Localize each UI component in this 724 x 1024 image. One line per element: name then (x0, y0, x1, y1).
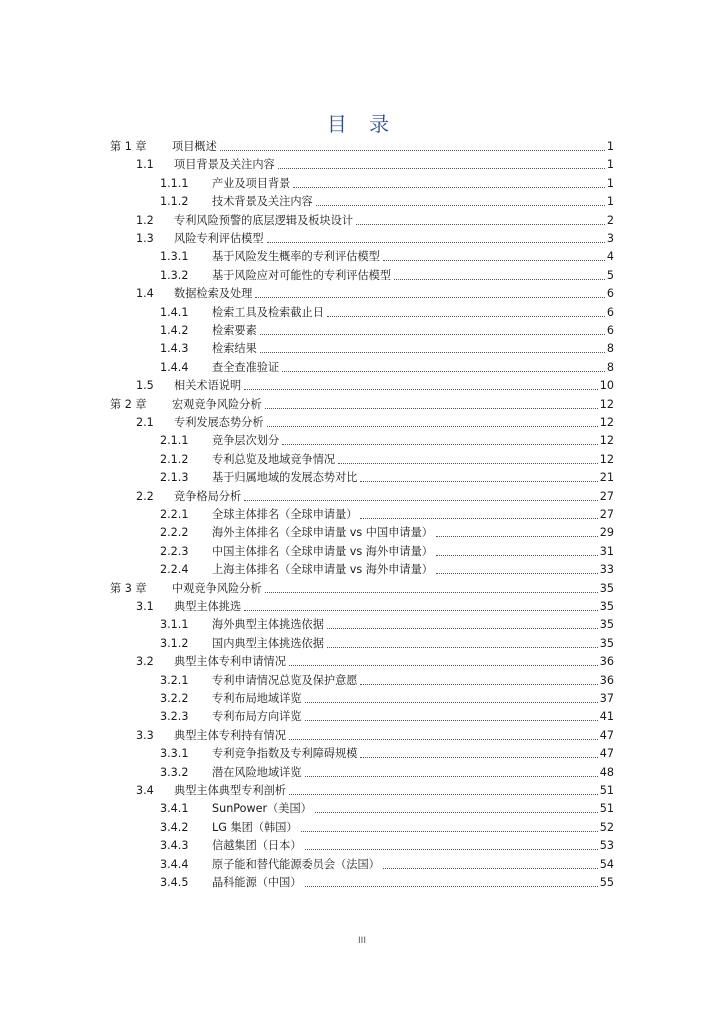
toc-entry-page: 53 (599, 839, 614, 853)
toc-entry-number: 2.1.1 (160, 434, 189, 448)
toc-entry-title: 基于归属地域的发展态势对比 (212, 471, 358, 485)
dot-leader (267, 417, 598, 427)
toc-entry-number: 3.1.1 (160, 618, 189, 632)
dot-leader (360, 509, 597, 519)
toc-entry-page: 35 (599, 636, 614, 650)
toc-entry-number: 2.2.3 (160, 544, 189, 558)
dot-leader (436, 546, 598, 556)
toc-entry[interactable] (160, 800, 614, 816)
dot-leader (383, 251, 605, 261)
toc-entry-page: 51 (599, 784, 614, 797)
toc-entry-title: 检索结果 (212, 342, 257, 356)
toc-entry-title: 检索要素 (212, 324, 257, 337)
dot-leader (436, 564, 598, 574)
toc-entry-page: 3 (606, 232, 614, 245)
toc-entry-number: 2.2.1 (160, 508, 189, 521)
toc-entry-number: 3.4.2 (160, 820, 189, 834)
toc-entry-title: 产业及项目背景 (212, 176, 291, 190)
toc-entry-page: 1 (606, 176, 614, 190)
dot-leader (289, 730, 598, 740)
toc-entry-title: 典型主体典型专利剖析 (174, 784, 286, 797)
toc-entry[interactable] (160, 248, 614, 264)
toc-entry-title: 典型主体专利申请情况 (174, 655, 286, 669)
toc-entry-page: 6 (606, 324, 614, 337)
toc-entry-number: 3.3.2 (160, 765, 189, 779)
toc-entry-number: 1.1 (136, 158, 154, 172)
toc-entry-number: 1.3.1 (160, 250, 189, 264)
toc-entry-title: 海外主体排名（全球申请量 vs 中国申请量） (212, 526, 433, 540)
toc-entry-page: 47 (599, 747, 614, 761)
toc-entry[interactable] (136, 285, 614, 301)
toc-entry-page: 35 (599, 600, 614, 613)
toc-entry-title: 专利竞争指数及专利障碍规模 (212, 747, 358, 761)
toc-entry-number: 2.1.3 (160, 471, 189, 485)
toc-entry-title: 海外典型主体挑选依据 (212, 618, 324, 632)
dot-leader (260, 325, 605, 335)
toc-entry-title: 全球主体排名（全球申请量） (212, 508, 358, 521)
toc-entry-title: 专利申请情况总览及保护意愿 (212, 673, 358, 687)
dot-leader (327, 307, 605, 317)
toc-entry-number: 1.4.2 (160, 324, 189, 337)
dot-leader (255, 288, 605, 298)
toc-entry-title: 专利风险预警的底层逻辑及板块设计 (174, 213, 354, 227)
toc-entry[interactable] (136, 377, 614, 393)
toc-entry-page: 41 (599, 710, 614, 724)
toc-entry-number: 第 2 章 (110, 397, 147, 411)
toc-entry-title: 查全查准验证 (212, 360, 280, 374)
toc-entry-title: 国内典型主体挑选依据 (212, 636, 324, 650)
toc-entry[interactable] (160, 451, 614, 467)
toc-entry-number: 2.2.4 (160, 563, 189, 577)
toc-entry-number: 3.4 (136, 784, 154, 797)
page-number-footer: III (358, 936, 366, 946)
toc-entry[interactable] (160, 469, 614, 485)
toc-entry-number: 1.1.2 (160, 195, 189, 209)
toc-entry[interactable] (160, 359, 614, 375)
toc-entry-page: 27 (599, 508, 614, 521)
toc-entry-title: 专利发展态势分析 (174, 416, 264, 429)
toc-entry-page: 6 (606, 305, 614, 319)
dot-leader (301, 822, 598, 832)
toc-entry[interactable] (160, 561, 614, 577)
toc-entry-page: 35 (599, 581, 614, 595)
toc-entry-title: 专利总览及地域竞争情况 (212, 452, 336, 466)
toc-entry[interactable] (160, 543, 614, 559)
toc-entry[interactable] (110, 138, 614, 154)
dot-leader (282, 435, 598, 445)
toc-entry[interactable] (160, 690, 614, 706)
toc-entry-number: 1.3 (136, 232, 154, 245)
dot-leader (356, 215, 605, 225)
toc-entry-page: 2 (606, 213, 614, 227)
toc-entry-page: 1 (606, 195, 614, 209)
toc-entry-title: 检索工具及检索截止日 (212, 305, 324, 319)
dot-leader (244, 491, 598, 501)
toc-entry[interactable] (136, 598, 614, 614)
toc-entry[interactable] (160, 874, 614, 890)
toc-entry-page: 36 (599, 655, 614, 669)
toc-entry-title: 典型主体专利持有情况 (174, 728, 286, 742)
toc-entry-title: 基于风险应对可能性的专利评估模型 (212, 268, 392, 282)
toc-entry-number: 1.1.1 (160, 176, 189, 190)
dot-leader (305, 693, 598, 703)
dot-leader (305, 840, 598, 850)
toc-entry-page: 54 (599, 857, 614, 871)
toc-entry-title: 专利布局方向详览 (212, 710, 302, 724)
dot-leader (282, 362, 605, 372)
toc-entry[interactable] (136, 727, 614, 743)
toc-entry-number: 1.3.2 (160, 268, 189, 282)
toc-entry[interactable] (160, 672, 614, 688)
toc-entry-number: 3.4.3 (160, 839, 189, 853)
toc-entry[interactable] (160, 506, 614, 522)
toc-entry-page: 8 (606, 360, 614, 374)
toc-entry-number: 1.4.4 (160, 360, 189, 374)
dot-leader (260, 343, 605, 353)
toc-entry-number: 第 3 章 (110, 581, 147, 595)
toc-entry[interactable] (160, 837, 614, 853)
toc-entry-title: 数据检索及处理 (174, 287, 253, 301)
toc-entry-page: 48 (599, 765, 614, 779)
toc-entry-page: 29 (599, 526, 614, 540)
toc-entry-number: 3.1.2 (160, 636, 189, 650)
toc-entry-page: 21 (599, 471, 614, 485)
toc-entry-number: 3.3 (136, 728, 154, 742)
dot-leader (305, 877, 598, 887)
toc-entry[interactable] (160, 322, 614, 338)
toc-entry-title: 信越集团（日本） (212, 839, 302, 853)
toc-entry-title: 项目背景及关注内容 (174, 158, 275, 172)
toc-entry-page: 8 (606, 342, 614, 356)
toc-entry-page: 31 (599, 544, 614, 558)
toc-entry[interactable] (110, 580, 614, 596)
toc-entry[interactable] (136, 212, 614, 228)
toc-entry[interactable] (160, 819, 614, 835)
toc-entry-number: 1.4.3 (160, 342, 189, 356)
toc-entry-title: 中国主体排名（全球申请量 vs 海外申请量） (212, 544, 433, 558)
toc-entry-page: 12 (599, 416, 614, 429)
toc-entry-number: 3.4.1 (160, 802, 189, 816)
dot-leader (244, 380, 598, 390)
toc-entry-number: 2.1.2 (160, 452, 189, 466)
toc-title: 目 录 (326, 112, 398, 136)
toc-entry-page: 27 (599, 489, 614, 503)
toc-entry-page: 12 (599, 452, 614, 466)
toc-entry-number: 2.2 (136, 489, 154, 503)
toc-entry-page: 51 (599, 802, 614, 816)
toc-entry-page: 52 (599, 820, 614, 834)
toc-entry-title: LG 集团（韩国） (212, 820, 298, 834)
toc-entry-number: 1.5 (136, 379, 154, 393)
toc-entry[interactable] (136, 156, 614, 172)
toc-entry[interactable] (136, 414, 614, 430)
toc-entry-number: 3.2 (136, 655, 154, 669)
toc-entry-title: 风险专利评估模型 (174, 232, 264, 245)
toc-entry-title: 相关术语说明 (174, 379, 242, 393)
toc-entry[interactable] (160, 745, 614, 761)
toc-entry[interactable] (136, 782, 614, 798)
dot-leader (267, 233, 605, 243)
toc-entry-page: 5 (606, 268, 614, 282)
toc-entry-number: 1.4.1 (160, 305, 189, 319)
dot-leader (315, 803, 598, 813)
toc-entry-number: 3.2.3 (160, 710, 189, 724)
toc-entry-page: 12 (599, 434, 614, 448)
toc-entry[interactable] (160, 340, 614, 356)
toc-entry-number: 3.2.2 (160, 692, 189, 705)
toc-entry-number: 3.1 (136, 600, 154, 613)
toc-entry-page: 6 (606, 287, 614, 301)
toc-entry-page: 55 (599, 876, 614, 889)
toc-entry-title: 项目概述 (172, 140, 217, 153)
toc-entry-title: 竞争层次划分 (212, 434, 280, 448)
toc-entry[interactable] (160, 175, 614, 191)
dot-leader (244, 601, 598, 611)
toc-entry-title: SunPower（美国） (212, 802, 312, 816)
toc-entry-title: 基于风险发生概率的专利评估模型 (212, 250, 380, 264)
toc-entry[interactable] (110, 396, 614, 412)
toc-entry[interactable] (160, 267, 614, 283)
toc-entry-number: 3.4.4 (160, 857, 189, 871)
toc-entry-number: 3.4.5 (160, 876, 189, 889)
toc-entry-page: 37 (599, 692, 614, 705)
toc-entry[interactable] (136, 230, 614, 246)
dot-leader (327, 619, 598, 629)
toc-entry-page: 35 (599, 618, 614, 632)
toc-entry-page: 12 (599, 397, 614, 411)
toc-entry-title: 潜在风险地域详览 (212, 765, 302, 779)
toc-entry-title: 中观竞争风险分析 (172, 581, 262, 595)
toc-entry[interactable] (160, 524, 614, 540)
dot-leader (220, 141, 605, 151)
toc-entry-number: 2.1 (136, 416, 154, 429)
toc-entry[interactable] (160, 635, 614, 651)
toc-entry[interactable] (160, 616, 614, 632)
toc-entry-title: 竞争格局分析 (174, 489, 242, 503)
toc-entry-title: 晶科能源（中国） (212, 876, 302, 889)
toc-entry-number: 第 1 章 (110, 140, 147, 153)
toc-entry-page: 1 (606, 158, 614, 172)
toc-entry-title: 原子能和替代能源委员会（法国） (212, 857, 380, 871)
toc-entry[interactable] (136, 488, 614, 504)
dot-leader (338, 454, 598, 464)
dot-leader (360, 472, 597, 482)
toc-entry-title: 技术背景及关注内容 (212, 195, 313, 209)
toc-entry-number: 3.3.1 (160, 747, 189, 761)
toc-entry-number: 1.4 (136, 287, 154, 301)
toc-entry-title: 典型主体挑选 (174, 600, 242, 613)
toc-entry[interactable] (160, 193, 614, 209)
dot-leader (360, 748, 597, 758)
toc-entry-page: 47 (599, 728, 614, 742)
toc-entry[interactable] (136, 653, 614, 669)
toc-entry-page: 10 (599, 379, 614, 393)
toc-entry[interactable] (160, 432, 614, 448)
toc-entry-title: 上海主体排名（全球申请量 vs 海外申请量） (212, 563, 433, 577)
toc-entry-number: 3.2.1 (160, 673, 189, 687)
toc-entry[interactable] (160, 708, 614, 724)
toc-entry-page: 33 (599, 563, 614, 577)
dot-leader (305, 767, 598, 777)
toc-entry-page: 36 (599, 673, 614, 687)
dot-leader (278, 159, 605, 169)
toc-entry-number: 2.2.2 (160, 526, 189, 540)
dot-leader (265, 399, 598, 409)
toc-entry[interactable] (160, 764, 614, 780)
toc-entry[interactable] (160, 856, 614, 872)
toc-entry-page: 4 (606, 250, 614, 264)
dot-leader (289, 785, 598, 795)
dot-leader (327, 638, 598, 648)
toc-entry-title: 专利布局地域详览 (212, 692, 302, 705)
toc-entry[interactable] (160, 304, 614, 320)
dot-leader (360, 675, 597, 685)
dot-leader (289, 656, 598, 666)
dot-leader (436, 527, 598, 537)
toc-entry-title: 宏观竞争风险分析 (172, 397, 262, 411)
toc-entry-page: 1 (606, 140, 614, 153)
dot-leader (394, 270, 605, 280)
dot-leader (293, 178, 605, 188)
dot-leader (316, 196, 605, 206)
dot-leader (265, 583, 598, 593)
dot-leader (305, 711, 598, 721)
dot-leader (383, 859, 598, 869)
toc-entry-number: 1.2 (136, 213, 154, 227)
